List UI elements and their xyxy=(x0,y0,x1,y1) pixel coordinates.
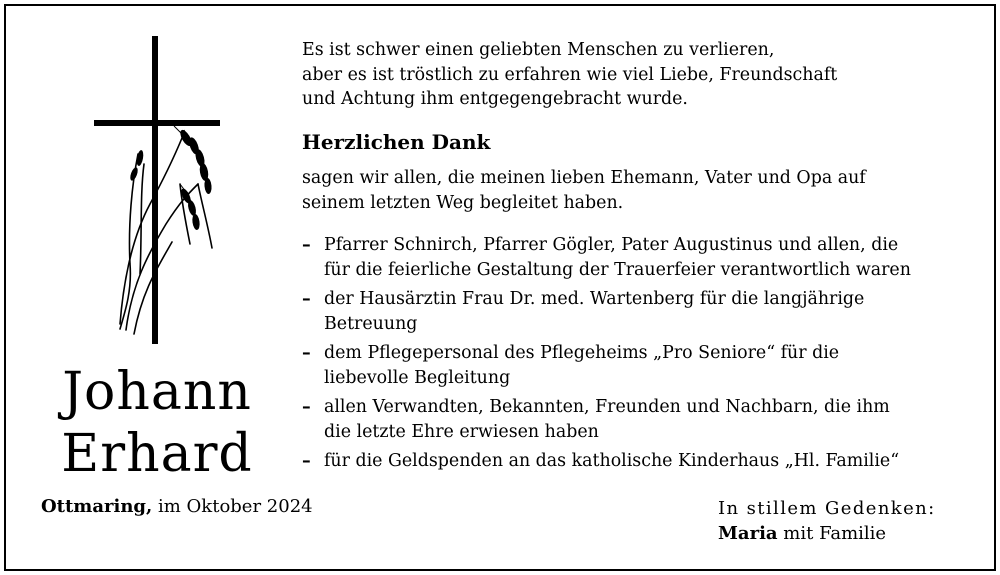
thanks-heading: Herzlichen Dank xyxy=(302,130,491,154)
thanks-subtext xyxy=(302,166,866,215)
intro-line: und Achtung ihm entgegengebracht wurde. xyxy=(302,89,688,109)
intro-text xyxy=(302,38,837,112)
dash-bullet: – xyxy=(302,397,311,417)
dash-bullet: – xyxy=(302,343,311,363)
thanks-list xyxy=(302,233,982,479)
closing-signature xyxy=(718,496,936,546)
list-item-line: für die feierliche Gestaltung der Trauerfeier verantwortlich waren xyxy=(324,259,911,280)
intro-line: aber es ist tröstlich zu erfahren wie viel Liebe, Freundschaft xyxy=(302,64,838,85)
dash-bullet: – xyxy=(302,289,311,309)
closing-line: In stillem Gedenken: xyxy=(718,498,936,519)
list-item xyxy=(302,233,982,282)
closing-signatories xyxy=(718,521,936,546)
signatory-name: Maria xyxy=(718,523,778,544)
list-item-line: der Hausärztin Frau Dr. med. Wartenberg für die langjährige xyxy=(324,289,865,309)
subtext-line: sagen wir allen, die meinen lieben Ehemann, Vater und Opa auf xyxy=(302,168,866,188)
subtext-line: seinem letzten Weg begleitet haben. xyxy=(302,192,624,213)
place-date-text: im Oktober 2024 xyxy=(152,496,313,517)
list-item-line: liebevolle Begleitung xyxy=(324,367,511,388)
list-item-line: für die Geldspenden an das katholische Kinderhaus „Hl. Familie“ xyxy=(324,451,900,471)
list-item xyxy=(302,341,982,390)
place-town: Ottmaring, xyxy=(41,496,153,517)
list-item-line: Pfarrer Schnirch, Pfarrer Gögler, Pater Augustinus und allen, die xyxy=(324,235,899,255)
list-item-line: die letzte Ehre erwiesen haben xyxy=(324,421,599,442)
intro-line: Es ist schwer einen geliebten Menschen zu verlieren, xyxy=(302,40,775,60)
list-item xyxy=(302,395,982,444)
signatory-rest: mit Familie xyxy=(777,523,887,544)
list-item xyxy=(302,449,982,474)
cross-with-wheat-icon xyxy=(90,34,230,346)
list-item-line: dem Pflegepersonal des Pflegeheims „Pro Seniore“ für die xyxy=(324,343,840,363)
deceased-last-name: Erhard xyxy=(61,424,253,484)
list-item-line: Betreuung xyxy=(324,313,418,334)
dash-bullet: – xyxy=(302,451,311,471)
list-item-line: allen Verwandten, Bekannten, Freunden und Nachbarn, die ihm xyxy=(324,397,890,417)
list-item xyxy=(302,287,982,336)
place-date xyxy=(41,496,313,517)
deceased-first-name: Johann xyxy=(62,362,252,422)
dash-bullet: – xyxy=(302,235,311,255)
